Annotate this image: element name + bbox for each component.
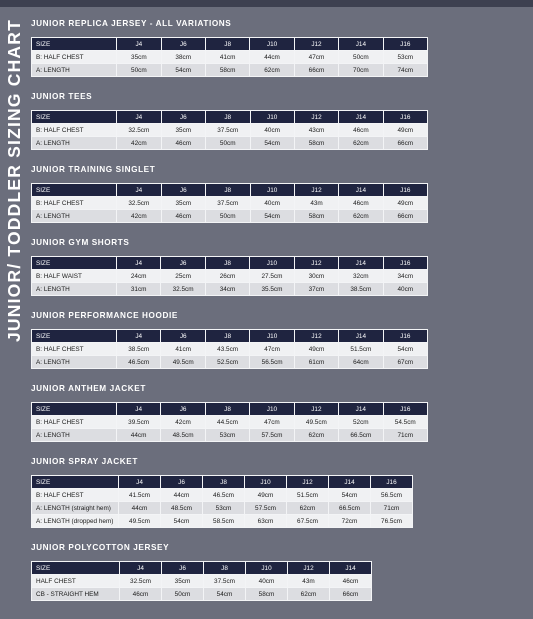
- size-column-header: J6: [161, 476, 202, 488]
- table-row: [32, 124, 427, 136]
- table-header-row: [32, 184, 427, 196]
- size-header-cell: SIZE: [32, 330, 116, 342]
- size-column-header: J4: [117, 111, 161, 123]
- section-title: JUNIOR PERFORMANCE HOODIE: [31, 311, 178, 320]
- measurement-value: 40cm: [251, 124, 294, 136]
- measurement-value: 48.5cm: [161, 502, 202, 514]
- measurement-value: 32.5cm: [117, 124, 161, 136]
- section-title: JUNIOR SPRAY JACKET: [31, 457, 138, 466]
- sizing-tables: [31, 18, 428, 615]
- size-table: [31, 110, 428, 150]
- measurement-label: B: HALF CHEST: [32, 416, 116, 428]
- measurement-value: 56.5cm: [250, 356, 293, 368]
- measurement-value: 58cm: [206, 64, 249, 76]
- size-column-header: J6: [161, 257, 205, 269]
- measurement-value: 37.5cm: [204, 575, 245, 587]
- measurement-value: 25cm: [161, 270, 205, 282]
- measurement-value: 54cm: [204, 588, 245, 600]
- size-table: [31, 329, 428, 369]
- measurement-value: 46cm: [339, 124, 382, 136]
- measurement-value: 54cm: [329, 489, 370, 501]
- measurement-label: A: LENGTH: [32, 137, 116, 149]
- size-section: [31, 237, 428, 296]
- table-row: [32, 489, 412, 501]
- measurement-value: 46cm: [162, 137, 205, 149]
- page-title-container: [2, 18, 26, 342]
- measurement-value: 62cm: [250, 64, 293, 76]
- size-column-header: J14: [339, 184, 382, 196]
- measurement-label: A: LENGTH: [32, 356, 116, 368]
- measurement-value: 67cm: [384, 356, 427, 368]
- size-section: [31, 456, 428, 528]
- measurement-value: 38.5cm: [339, 283, 383, 295]
- size-column-header: J14: [330, 562, 371, 574]
- size-table: [31, 256, 428, 296]
- measurement-value: 46cm: [120, 588, 161, 600]
- size-column-header: J4: [117, 257, 160, 269]
- measurement-label: CB - STRAIGHT HEM: [32, 588, 119, 600]
- size-section: [31, 383, 428, 442]
- table-row: [32, 270, 427, 282]
- measurement-value: 27.5cm: [250, 270, 294, 282]
- measurement-value: 44cm: [161, 489, 202, 501]
- measurement-value: 35.5cm: [250, 283, 294, 295]
- measurement-value: 32cm: [339, 270, 383, 282]
- measurement-value: 24cm: [117, 270, 160, 282]
- measurement-value: 46cm: [330, 575, 371, 587]
- size-column-header: J10: [246, 562, 287, 574]
- measurement-value: 70cm: [339, 64, 382, 76]
- measurement-label: A: LENGTH: [32, 429, 116, 441]
- size-column-header: J12: [295, 257, 338, 269]
- measurement-value: 49cm: [384, 197, 427, 209]
- size-column-header: J14: [339, 403, 382, 415]
- table-row: [32, 210, 427, 222]
- measurement-label: B: HALF CHEST: [32, 197, 116, 209]
- section-title: JUNIOR TEES: [31, 92, 93, 101]
- size-column-header: J10: [250, 330, 293, 342]
- size-column-header: J8: [206, 403, 249, 415]
- measurement-value: 49cm: [384, 124, 427, 136]
- table-row: [32, 137, 427, 149]
- table-row: [32, 356, 427, 368]
- measurement-value: 42cm: [117, 137, 161, 149]
- measurement-value: 46.5cm: [117, 356, 160, 368]
- table-row: [32, 51, 427, 63]
- measurement-value: 46cm: [162, 210, 205, 222]
- size-column-header: J16: [384, 403, 427, 415]
- size-header-cell: SIZE: [32, 403, 116, 415]
- size-column-header: J14: [339, 111, 382, 123]
- size-header-cell: SIZE: [32, 184, 116, 196]
- measurement-value: 51.5cm: [339, 343, 382, 355]
- measurement-value: 31cm: [117, 283, 160, 295]
- measurement-value: 50cm: [206, 210, 250, 222]
- table-header-row: [32, 257, 427, 269]
- measurement-value: 66.5cm: [329, 502, 370, 514]
- size-column-header: J4: [117, 38, 160, 50]
- measurement-value: 38.5cm: [117, 343, 160, 355]
- measurement-value: 57.5cm: [245, 502, 286, 514]
- measurement-value: 34cm: [384, 270, 427, 282]
- size-column-header: J8: [206, 111, 250, 123]
- table-header-row: [32, 38, 427, 50]
- measurement-value: 53cm: [384, 51, 427, 63]
- size-column-header: J10: [245, 476, 286, 488]
- measurement-value: 62cm: [339, 137, 382, 149]
- section-title: JUNIOR TRAINING SINGLET: [31, 165, 156, 174]
- size-column-header: J8: [206, 184, 250, 196]
- measurement-value: 52cm: [339, 416, 382, 428]
- measurement-value: 44cm: [119, 502, 160, 514]
- measurement-value: 35cm: [162, 124, 205, 136]
- table-header-row: [32, 476, 412, 488]
- measurement-value: 30cm: [295, 270, 338, 282]
- measurement-value: 66cm: [384, 210, 427, 222]
- measurement-value: 47cm: [250, 416, 293, 428]
- page-title: JUNIOR/ TODDLER SIZING CHART: [3, 18, 24, 342]
- measurement-value: 63cm: [245, 515, 286, 527]
- measurement-value: 71cm: [371, 502, 412, 514]
- measurement-value: 40cm: [384, 283, 427, 295]
- measurement-value: 44cm: [117, 429, 160, 441]
- measurement-label: A: LENGTH (dropped hem): [32, 515, 118, 527]
- measurement-value: 76.5cm: [371, 515, 412, 527]
- size-column-header: J12: [295, 403, 338, 415]
- table-row: [32, 343, 427, 355]
- measurement-value: 57.5cm: [250, 429, 293, 441]
- size-column-header: J8: [204, 562, 245, 574]
- size-column-header: J6: [162, 111, 205, 123]
- section-title: JUNIOR POLYCOTTON JERSEY: [31, 543, 170, 552]
- measurement-value: 35cm: [162, 197, 205, 209]
- measurement-value: 43m: [295, 197, 338, 209]
- measurement-value: 46cm: [339, 197, 382, 209]
- measurement-label: B: HALF CHEST: [32, 51, 116, 63]
- measurement-value: 40cm: [251, 197, 294, 209]
- table-header-row: [32, 111, 427, 123]
- size-column-header: J6: [162, 184, 205, 196]
- measurement-value: 52.5cm: [206, 356, 249, 368]
- measurement-value: 72cm: [329, 515, 370, 527]
- measurement-label: A: LENGTH: [32, 283, 116, 295]
- measurement-value: 54cm: [251, 210, 294, 222]
- size-column-header: J10: [251, 111, 294, 123]
- table-header-row: [32, 330, 427, 342]
- measurement-value: 48.5cm: [161, 429, 204, 441]
- measurement-value: 54cm: [161, 515, 202, 527]
- measurement-value: 42cm: [161, 416, 204, 428]
- measurement-value: 54cm: [384, 343, 427, 355]
- size-section: [31, 164, 428, 223]
- size-header-cell: SIZE: [32, 476, 118, 488]
- measurement-value: 62cm: [295, 429, 338, 441]
- measurement-value: 64cm: [339, 356, 382, 368]
- size-column-header: J12: [295, 111, 338, 123]
- size-column-header: J14: [339, 257, 383, 269]
- measurement-label: HALF CHEST: [32, 575, 119, 587]
- measurement-value: 32.5cm: [161, 283, 205, 295]
- size-column-header: J10: [250, 38, 293, 50]
- measurement-value: 49.5cm: [119, 515, 160, 527]
- measurement-value: 62cm: [287, 502, 328, 514]
- size-header-cell: SIZE: [32, 257, 116, 269]
- measurement-value: 47cm: [250, 343, 293, 355]
- measurement-value: 62cm: [339, 210, 382, 222]
- measurement-value: 66cm: [384, 137, 427, 149]
- measurement-value: 71cm: [384, 429, 427, 441]
- size-column-header: J10: [250, 403, 293, 415]
- measurement-value: 54cm: [162, 64, 205, 76]
- measurement-label: A: LENGTH (straight hem): [32, 502, 118, 514]
- table-row: [32, 575, 371, 587]
- measurement-value: 54cm: [251, 137, 294, 149]
- measurement-value: 41cm: [206, 51, 249, 63]
- size-column-header: J12: [287, 476, 328, 488]
- size-header-cell: SIZE: [32, 111, 116, 123]
- measurement-value: 43.5cm: [206, 343, 249, 355]
- measurement-value: 61cm: [295, 356, 338, 368]
- table-header-row: [32, 562, 371, 574]
- measurement-value: 46.5cm: [203, 489, 244, 501]
- size-column-header: J16: [371, 476, 412, 488]
- table-row: [32, 429, 427, 441]
- measurement-value: 43m: [288, 575, 329, 587]
- table-row: [32, 197, 427, 209]
- measurement-value: 38cm: [162, 51, 205, 63]
- table-row: [32, 283, 427, 295]
- measurement-value: 41cm: [161, 343, 204, 355]
- measurement-value: 40cm: [246, 575, 287, 587]
- measurement-value: 43cm: [295, 124, 338, 136]
- measurement-value: 37.5cm: [206, 197, 250, 209]
- measurement-label: B: HALF CHEST: [32, 489, 118, 501]
- size-column-header: J14: [339, 38, 382, 50]
- measurement-value: 32.5cm: [117, 197, 161, 209]
- measurement-value: 56.5cm: [371, 489, 412, 501]
- size-column-header: J6: [162, 562, 203, 574]
- measurement-value: 37cm: [295, 283, 338, 295]
- size-column-header: J4: [117, 330, 160, 342]
- size-column-header: J16: [384, 111, 427, 123]
- size-table: [31, 183, 428, 223]
- measurement-value: 67.5cm: [287, 515, 328, 527]
- size-column-header: J4: [119, 476, 160, 488]
- table-row: [32, 515, 412, 527]
- size-column-header: J10: [251, 184, 294, 196]
- size-section: [31, 310, 428, 369]
- measurement-value: 74cm: [384, 64, 427, 76]
- measurement-value: 50cm: [206, 137, 250, 149]
- size-column-header: J4: [120, 562, 161, 574]
- table-row: [32, 416, 427, 428]
- measurement-value: 44.5cm: [206, 416, 249, 428]
- measurement-label: A: LENGTH: [32, 64, 116, 76]
- measurement-value: 50cm: [117, 64, 160, 76]
- measurement-value: 66cm: [295, 64, 338, 76]
- measurement-value: 41.5cm: [119, 489, 160, 501]
- measurement-value: 49.5cm: [295, 416, 338, 428]
- measurement-value: 66cm: [330, 588, 371, 600]
- size-column-header: J16: [384, 330, 427, 342]
- measurement-value: 26cm: [206, 270, 249, 282]
- size-column-header: J8: [206, 330, 249, 342]
- measurement-value: 49.5cm: [161, 356, 204, 368]
- measurement-value: 53cm: [206, 429, 249, 441]
- section-title: JUNIOR GYM SHORTS: [31, 238, 130, 247]
- measurement-value: 42cm: [117, 210, 161, 222]
- measurement-value: 51.5cm: [287, 489, 328, 501]
- table-row: [32, 502, 412, 514]
- size-table: [31, 402, 428, 442]
- measurement-value: 58cm: [295, 210, 338, 222]
- size-column-header: J8: [206, 38, 249, 50]
- measurement-value: 50cm: [339, 51, 382, 63]
- measurement-label: B: HALF CHEST: [32, 343, 116, 355]
- size-column-header: J12: [288, 562, 329, 574]
- measurement-value: 34cm: [206, 283, 249, 295]
- size-table: [31, 475, 413, 528]
- measurement-value: 58cm: [246, 588, 287, 600]
- size-column-header: J8: [206, 257, 249, 269]
- size-column-header: J4: [117, 403, 160, 415]
- size-section: [31, 91, 428, 150]
- size-table: [31, 561, 372, 601]
- measurement-value: 53cm: [203, 502, 244, 514]
- size-header-cell: SIZE: [32, 38, 116, 50]
- size-column-header: J6: [161, 330, 204, 342]
- size-column-header: J12: [295, 330, 338, 342]
- measurement-value: 58.5cm: [203, 515, 244, 527]
- measurement-label: B: HALF WAIST: [32, 270, 116, 282]
- size-section: [31, 542, 428, 601]
- table-row: [32, 588, 371, 600]
- table-row: [32, 64, 427, 76]
- measurement-value: 58cm: [295, 137, 338, 149]
- size-column-header: J14: [339, 330, 382, 342]
- size-header-cell: SIZE: [32, 562, 119, 574]
- size-column-header: J8: [203, 476, 244, 488]
- measurement-value: 62cm: [288, 588, 329, 600]
- measurement-value: 54.5cm: [384, 416, 427, 428]
- size-column-header: J16: [384, 257, 427, 269]
- size-column-header: J10: [250, 257, 294, 269]
- measurement-value: 39.5cm: [117, 416, 160, 428]
- size-section: [31, 18, 428, 77]
- measurement-value: 49cm: [245, 489, 286, 501]
- size-column-header: J4: [117, 184, 161, 196]
- size-column-header: J12: [295, 38, 338, 50]
- top-bar: [0, 0, 533, 7]
- measurement-value: 50cm: [162, 588, 203, 600]
- section-title: JUNIOR ANTHEM JACKET: [31, 384, 146, 393]
- measurement-value: 37.5cm: [206, 124, 250, 136]
- size-column-header: J16: [384, 38, 427, 50]
- section-title: JUNIOR REPLICA JERSEY - ALL VARIATIONS: [31, 19, 232, 28]
- size-column-header: J6: [162, 38, 205, 50]
- size-column-header: J6: [161, 403, 204, 415]
- measurement-value: 35cm: [117, 51, 160, 63]
- size-table: [31, 37, 428, 77]
- measurement-label: A: LENGTH: [32, 210, 116, 222]
- measurement-value: 66.5cm: [339, 429, 382, 441]
- measurement-label: B: HALF CHEST: [32, 124, 116, 136]
- size-column-header: J14: [329, 476, 370, 488]
- measurement-value: 35cm: [162, 575, 203, 587]
- measurement-value: 47cm: [295, 51, 338, 63]
- measurement-value: 32.5cm: [120, 575, 161, 587]
- measurement-value: 49cm: [295, 343, 338, 355]
- size-column-header: J12: [295, 184, 338, 196]
- size-column-header: J16: [384, 184, 427, 196]
- table-header-row: [32, 403, 427, 415]
- measurement-value: 44cm: [250, 51, 293, 63]
